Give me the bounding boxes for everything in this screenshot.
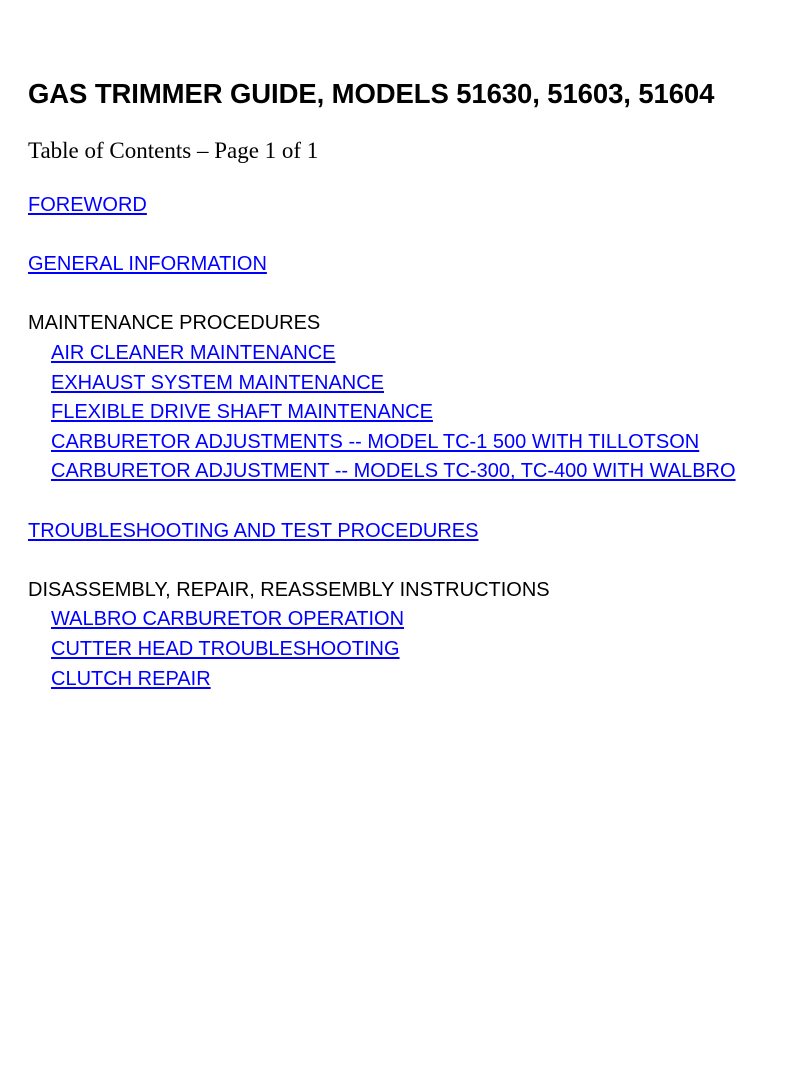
toc-entry-troubleshooting xyxy=(28,517,808,547)
air-cleaner-maintenance-link[interactable]: AIR CLEANER MAINTENANCE xyxy=(51,341,336,364)
clutch-repair-link[interactable]: CLUTCH REPAIR xyxy=(51,667,211,690)
toc-subentry xyxy=(28,428,808,458)
page-title: GAS TRIMMER GUIDE, MODELS 51630, 51603, 51604 xyxy=(28,78,715,109)
toc-subentry xyxy=(28,398,808,428)
carburetor-adjustments-tillotson-link[interactable]: CARBURETOR ADJUSTMENTS -- MODEL TC-1 500 WITH TILLOTSON xyxy=(51,430,700,453)
maintenance-procedures-heading: MAINTENANCE PROCEDURES xyxy=(28,312,321,335)
spacer xyxy=(28,280,808,310)
toc-subtitle: Table of Contents – Page 1 of 1 xyxy=(28,138,319,163)
flexible-drive-shaft-maintenance-link[interactable]: FLEXIBLE DRIVE SHAFT MAINTENANCE xyxy=(51,401,433,424)
exhaust-system-maintenance-link[interactable]: EXHAUST SYSTEM MAINTENANCE xyxy=(51,371,385,394)
disassembly-heading: DISASSEMBLY, REPAIR, REASSEMBLY INSTRUCTIONS xyxy=(28,578,550,601)
troubleshooting-link[interactable]: TROUBLESHOOTING AND TEST PROCEDURES xyxy=(28,519,479,542)
toc-subentry xyxy=(28,665,808,695)
spacer xyxy=(28,221,808,251)
toc-entry-foreword xyxy=(28,191,808,221)
cutter-head-troubleshooting-link[interactable]: CUTTER HEAD TROUBLESHOOTING xyxy=(51,637,400,660)
toc-subentry xyxy=(28,635,808,665)
toc-entry-general-information xyxy=(28,250,808,280)
spacer xyxy=(28,546,808,576)
toc-subentry xyxy=(28,457,808,487)
carburetor-adjustment-walbro-link[interactable]: CARBURETOR ADJUSTMENT -- MODELS TC-300, TC-400 WITH WALBRO xyxy=(51,460,736,483)
toc-subentry xyxy=(28,369,808,399)
table-of-contents xyxy=(28,191,808,694)
general-information-link[interactable]: GENERAL INFORMATION xyxy=(28,253,267,276)
foreword-link[interactable]: FOREWORD xyxy=(28,194,147,216)
walbro-carburetor-operation-link[interactable]: WALBRO CARBURETOR OPERATION xyxy=(51,608,405,631)
document-page xyxy=(28,78,798,690)
spacer xyxy=(28,487,808,517)
toc-subentry xyxy=(28,605,808,635)
toc-subentry xyxy=(28,339,808,369)
